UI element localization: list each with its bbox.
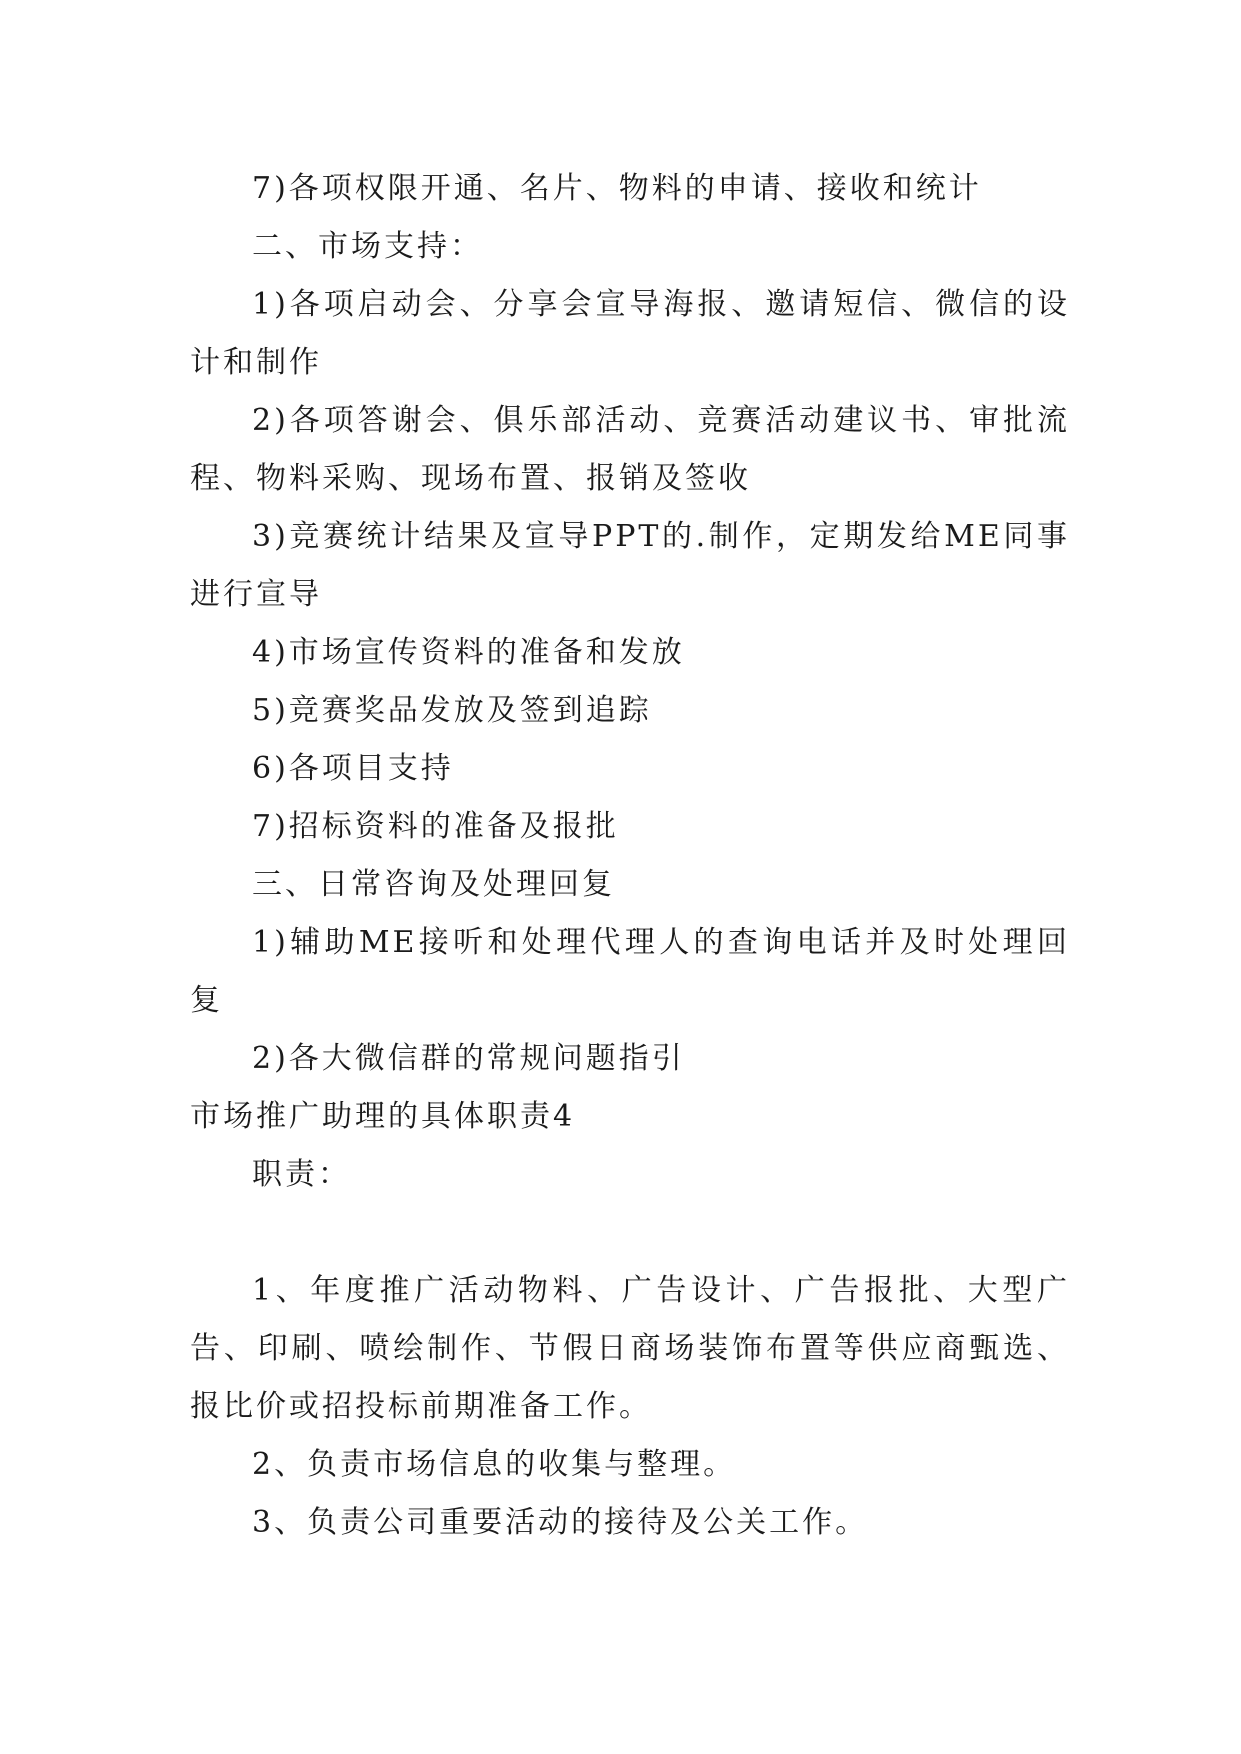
paragraph-assist-me: 1)辅助ME接听和处理代理人的查询电话并及时处理回复 [190,925,1070,1018]
paragraph-bidding: 7)招标资料的准备及报批 [252,809,619,844]
blank-line [190,1204,1070,1262]
duty-item: 2、负责市场信息的收集与整理。 [252,1447,737,1482]
duty-item: 1、年度推广活动物料、广告设计、广告报批、大型广告、印刷、喷绘制作、节假日商场装饰布置等供应商甄选、报比价或招投标前期准备工作。 [190,1273,1070,1424]
paragraph-project-support: 6)各项目支持 [252,751,454,786]
heading-market-support: 二、市场支持： [252,229,483,264]
paragraph-promo-materials: 4)市场宣传资料的准备和发放 [252,635,685,670]
paragraph-launch-design: 1)各项启动会、分享会宣导海报、邀请短信、微信的设计和制作 [190,287,1070,380]
paragraph-wechat-groups: 2)各大微信群的常规问题指引 [252,1041,685,1076]
section-title: 市场推广助理的具体职责4 [190,1099,576,1134]
duties-label: 职责： [252,1157,351,1192]
paragraph-events: 2)各项答谢会、俱乐部活动、竞赛活动建议书、审批流程、物料采购、现场布置、报销及签收 [190,403,1070,496]
duty-item: 3、负责公司重要活动的接待及公关工作。 [252,1505,869,1540]
paragraph-permissions: 7)各项权限开通、名片、物料的申请、接收和统计 [252,171,982,206]
paragraph-prizes: 5)竞赛奖品发放及签到追踪 [252,693,652,728]
document-body [190,160,1070,1552]
paragraph-competition-ppt: 3)竞赛统计结果及宣导PPT的.制作，定期发给ME同事进行宣导 [190,519,1070,612]
heading-daily-consulting: 三、日常咨询及处理回复 [252,867,615,902]
